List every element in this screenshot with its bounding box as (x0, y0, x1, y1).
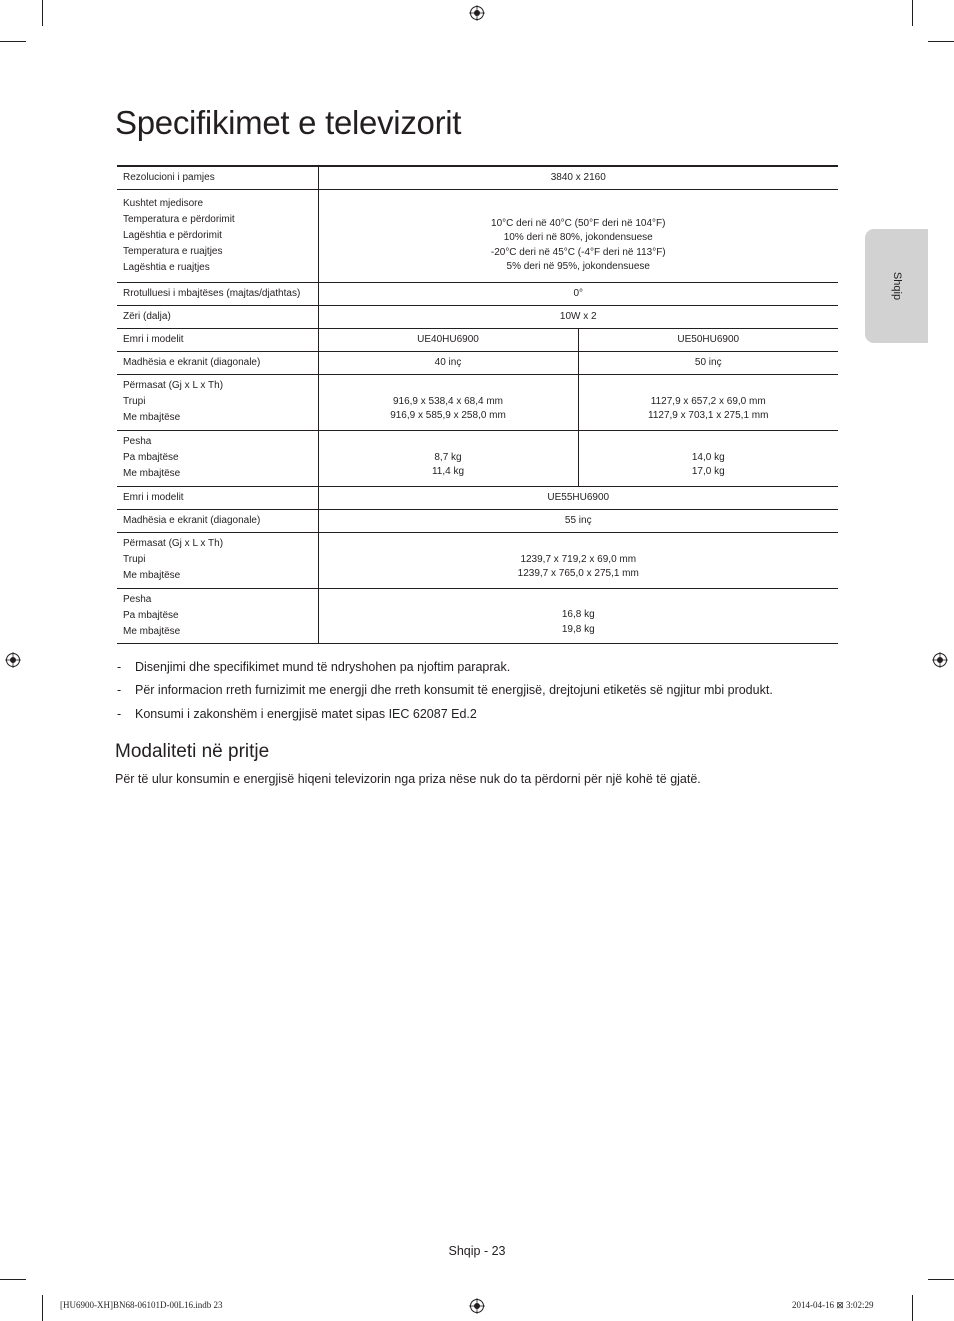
row-value (318, 532, 838, 588)
registration-mark-icon (5, 652, 21, 668)
row-value (318, 588, 838, 643)
label-line: Temperatura e ruajtjes (123, 245, 223, 257)
value-line: 19,8 kg (561, 623, 595, 635)
registration-mark-icon (932, 652, 948, 668)
value-line: 1239,7 x 765,0 x 275,1 mm (517, 568, 639, 579)
section-paragraph: Për të ulur konsumin e energjisë hiqeni televizorin nga priza nëse nuk do ta përdorni për një kohë të gjatë. (115, 772, 701, 786)
side-tab-label: Shqip (890, 271, 903, 301)
crop-mark (42, 0, 43, 26)
value-line: 10% deri në 80%, jokondensuese (503, 232, 653, 243)
table-row (117, 305, 838, 328)
label-line: Me mbajtëse (123, 570, 181, 581)
row-label: Zëri (dalja) (117, 305, 318, 328)
value-line: 1239,7 x 719,2 x 69,0 mm (520, 553, 637, 565)
value-line: 916,9 x 538,4 x 68,4 mm (392, 395, 504, 407)
table-row (117, 351, 838, 374)
value-line: 11,4 kg (431, 466, 465, 477)
row-value (318, 189, 838, 282)
row-value (318, 430, 578, 486)
crop-mark (0, 1279, 26, 1280)
row-label (117, 430, 318, 486)
label-line: Pa mbajtëse (123, 609, 179, 621)
row-label (117, 189, 318, 282)
crop-mark (912, 1295, 913, 1321)
note-text: Konsumi i zakonshëm i energjisë matet sipas IEC 62087 Ed.2 (135, 706, 477, 721)
registration-mark-icon (469, 5, 485, 21)
row-label: Rrotulluesi i mbajtëses (majtas/djathtas) (117, 282, 318, 305)
row-label: Madhësia e ekranit (diagonale) (117, 351, 318, 374)
row-value: UE40HU6900 (318, 328, 578, 351)
crop-mark (912, 0, 913, 26)
crop-mark (928, 1279, 954, 1280)
table-row (117, 509, 838, 532)
registration-mark-icon (469, 1298, 485, 1314)
crop-mark (42, 1295, 43, 1321)
list-item (117, 655, 847, 679)
list-dash: - (117, 706, 122, 721)
row-value (578, 374, 838, 430)
table-row (117, 430, 838, 486)
label-line: Temperatura e përdorimit (123, 213, 235, 225)
value-line: 14,0 kg (691, 451, 725, 463)
row-value (578, 430, 838, 486)
row-value: 10W x 2 (318, 305, 838, 328)
value-line: 916,9 x 585,9 x 258,0 mm (390, 410, 506, 421)
label-line: Përmasat (Gj x L x Th) (123, 380, 224, 391)
label-line: Pa mbajtëse (123, 452, 179, 463)
row-value: 3840 x 2160 (318, 166, 838, 189)
row-label: Rezolucioni i pamjes (117, 166, 318, 189)
value-line: 1127,9 x 657,2 x 69,0 mm (650, 395, 766, 407)
label-line: Pesha (123, 436, 152, 447)
row-label: Emri i modelit (117, 486, 318, 509)
label-line: Me mbajtëse (123, 468, 181, 479)
crop-mark (0, 41, 26, 42)
page-number: Shqip - 23 (448, 1244, 506, 1258)
value-line: -20°C deri në 45°C (-4°F deri në 113°F) (490, 246, 666, 258)
label-line: Përmasat (Gj x L x Th) (123, 538, 224, 549)
label-line: Trupi (123, 554, 146, 565)
note-text: Disenjimi dhe specifikimet mund të ndryshohen pa njoftim paraprak. (135, 659, 511, 674)
section-heading: Modaliteti në pritje (115, 741, 270, 762)
note-text: Për informacion rreth furnizimit me energji dhe rreth konsumit të energjisë, drejtojuni etiketës së ngjitur mbi produkt. (135, 683, 773, 698)
spec-table (117, 165, 838, 644)
label-line: Pesha (123, 593, 152, 605)
table-row (117, 374, 838, 430)
value-line: 5% deri në 95%, jokondensuese (506, 261, 650, 272)
row-value: 50 inç (578, 351, 838, 374)
language-side-tab (865, 229, 928, 343)
table-row (117, 189, 838, 282)
crop-mark (928, 41, 954, 42)
list-item (117, 679, 847, 703)
label-line: Trupi (123, 396, 146, 407)
label-line: Lagështia e ruajtjes (123, 261, 210, 273)
print-timestamp: 2014-04-16 ⊠ 3:02:29 (792, 1300, 874, 1310)
table-row (117, 166, 838, 189)
list-dash: - (117, 683, 122, 698)
table-row (117, 282, 838, 305)
table-row (117, 532, 838, 588)
label-line: Lagështia e përdorimit (123, 229, 222, 241)
row-value (318, 374, 578, 430)
value-line: 8,7 kg (434, 451, 462, 463)
row-value: 0° (318, 282, 838, 305)
list-item (117, 702, 847, 726)
table-row (117, 328, 838, 351)
row-label (117, 588, 318, 643)
label-line: Kushtet mjedisore (123, 197, 204, 209)
value-line: 16,8 kg (561, 609, 595, 620)
value-line: 1127,9 x 703,1 x 275,1 mm (648, 410, 769, 421)
label-line: Me mbajtëse (123, 412, 181, 423)
row-label (117, 532, 318, 588)
page-title: Specifikimet e televizorit (115, 104, 462, 141)
value-line: 10°C deri në 40°C (50°F deri në 104°F) (491, 217, 666, 229)
table-row (117, 486, 838, 509)
print-file-info: [HU6900-XH]BN68-06101D-00L16.indb 23 (60, 1300, 223, 1310)
row-label: Madhësia e ekranit (diagonale) (117, 509, 318, 532)
list-dash: - (117, 659, 122, 674)
table-row (117, 588, 838, 643)
notes-list (117, 655, 847, 726)
row-label (117, 374, 318, 430)
row-value: UE50HU6900 (578, 328, 838, 351)
row-value: 40 inç (318, 351, 578, 374)
label-line: Me mbajtëse (123, 625, 181, 637)
row-value: 55 inç (318, 509, 838, 532)
row-label: Emri i modelit (117, 328, 318, 351)
row-value: UE55HU6900 (318, 486, 838, 509)
value-line: 17,0 kg (691, 466, 725, 477)
